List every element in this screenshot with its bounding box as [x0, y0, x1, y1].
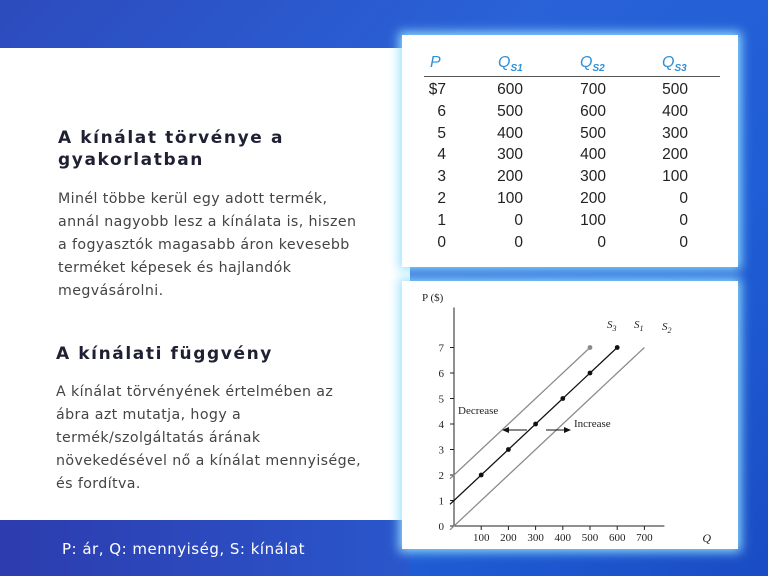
price-cell: $7	[428, 81, 446, 98]
quantity-cell: 700	[580, 81, 606, 98]
data-point	[560, 396, 565, 401]
x-tick-label: 100	[472, 532, 490, 544]
y-tick-label: 1	[438, 495, 444, 508]
price-cell: 3	[437, 168, 446, 186]
paragraph-line: megvásárolni.	[58, 283, 164, 299]
x-tick-label: 300	[527, 532, 544, 544]
quantity-cell: 200	[662, 146, 688, 164]
x-tick-label: 400	[554, 532, 572, 544]
quantity-cell: 0	[514, 211, 523, 229]
quantity-cell: 300	[497, 146, 523, 164]
quantity-cell: 300	[580, 168, 606, 186]
paragraph-line: terméket képesek és hajlandók	[58, 260, 292, 276]
x-tick-label: 700	[636, 532, 653, 544]
price-cell: 5	[437, 124, 446, 142]
quantity-cell: 0	[514, 233, 523, 251]
y-tick-label: 7	[438, 342, 444, 355]
quantity-cell: 0	[679, 190, 688, 207]
series-label-s3: $S_3$	[607, 319, 617, 333]
increase-arrowhead	[564, 427, 571, 433]
data-point	[588, 371, 593, 376]
heading-supply-function: A kínálati függvény	[56, 344, 273, 364]
paragraph-line: és fordítva.	[56, 476, 141, 492]
supply-chart	[402, 281, 738, 549]
price-cell: 6	[437, 102, 446, 120]
quantity-cell: 0	[597, 233, 606, 251]
x-axis-title: Q	[702, 531, 712, 545]
quantity-cell: 500	[497, 102, 523, 120]
paragraph-line: A kínálat törvényének értelmében az	[56, 384, 334, 400]
quantity-cell: 200	[580, 190, 606, 207]
y-tick-label: 0	[438, 521, 444, 533]
y-axis-title: P ($)	[422, 292, 444, 304]
quantity-cell: 300	[662, 124, 688, 142]
paragraph-line: a fogyasztók magasabb áron kevesebb	[58, 237, 350, 253]
series-label-s1: $S_1$	[634, 319, 644, 333]
data-point	[479, 473, 484, 478]
decrease-arrowhead	[502, 427, 509, 433]
supply-curve-s2	[450, 348, 644, 530]
quantity-cell: 100	[662, 168, 688, 186]
price-cell: 2	[437, 190, 446, 207]
heading-supply-law	[58, 127, 284, 171]
x-tick-label: 500	[581, 532, 599, 544]
heading-line: gyakorlatban	[58, 150, 205, 170]
y-tick-label: 4	[438, 419, 444, 431]
heading-line: A kínálat törvénye a	[58, 128, 285, 148]
data-point	[588, 345, 593, 350]
y-tick-label: 3	[438, 444, 444, 457]
quantity-cell: 0	[679, 211, 688, 229]
quantity-cell: 600	[580, 102, 606, 120]
paragraph-line: Minél többe kerül egy adott termék,	[58, 191, 328, 207]
table-header: P	[430, 54, 441, 71]
x-tick-label: 600	[608, 532, 626, 544]
decrease-label: Decrease	[458, 405, 499, 417]
footer-legend: P: ár, Q: mennyiség, S: kínálat	[62, 540, 306, 558]
data-point	[615, 345, 620, 350]
quantity-cell: 600	[497, 81, 523, 98]
paragraph-line: annál nagyobb lesz a kínálata is, hiszen	[58, 214, 357, 230]
x-tick-label: 200	[500, 532, 517, 544]
price-cell: 1	[437, 211, 446, 229]
price-cell: 4	[437, 146, 446, 164]
series-label-s2: $S_2$	[662, 321, 672, 335]
table-header: $Q_{S3}$	[662, 54, 687, 75]
table-divider	[424, 76, 720, 77]
increase-label: Increase	[574, 418, 611, 430]
quantity-cell: 400	[662, 102, 688, 120]
quantity-cell: 500	[662, 81, 688, 98]
table-header: $Q_{S1}$	[498, 54, 523, 75]
paragraph-line: növekedésével nő a kínálat mennyisége,	[56, 453, 362, 469]
paragraph-line: ábra azt mutatja, hogy a	[56, 407, 242, 423]
paragraph-supply-law	[58, 188, 356, 303]
price-cell: 0	[437, 233, 446, 251]
quantity-cell: 400	[497, 124, 523, 142]
y-tick-label: 6	[438, 368, 444, 380]
quantity-cell: 100	[497, 190, 523, 207]
quantity-cell: 100	[580, 211, 606, 229]
quantity-cell: 400	[580, 146, 606, 164]
data-point	[506, 447, 511, 452]
data-point	[533, 422, 538, 427]
quantity-cell: 500	[580, 124, 606, 142]
quantity-cell: 200	[497, 168, 523, 186]
y-tick-label: 2	[438, 470, 444, 482]
paragraph-supply-function	[56, 381, 361, 496]
paragraph-line: termék/szolgáltatás árának	[56, 430, 261, 446]
quantity-cell: 0	[679, 233, 688, 251]
y-tick-label: 5	[438, 393, 444, 406]
table-header: $Q_{S2}$	[580, 54, 605, 75]
